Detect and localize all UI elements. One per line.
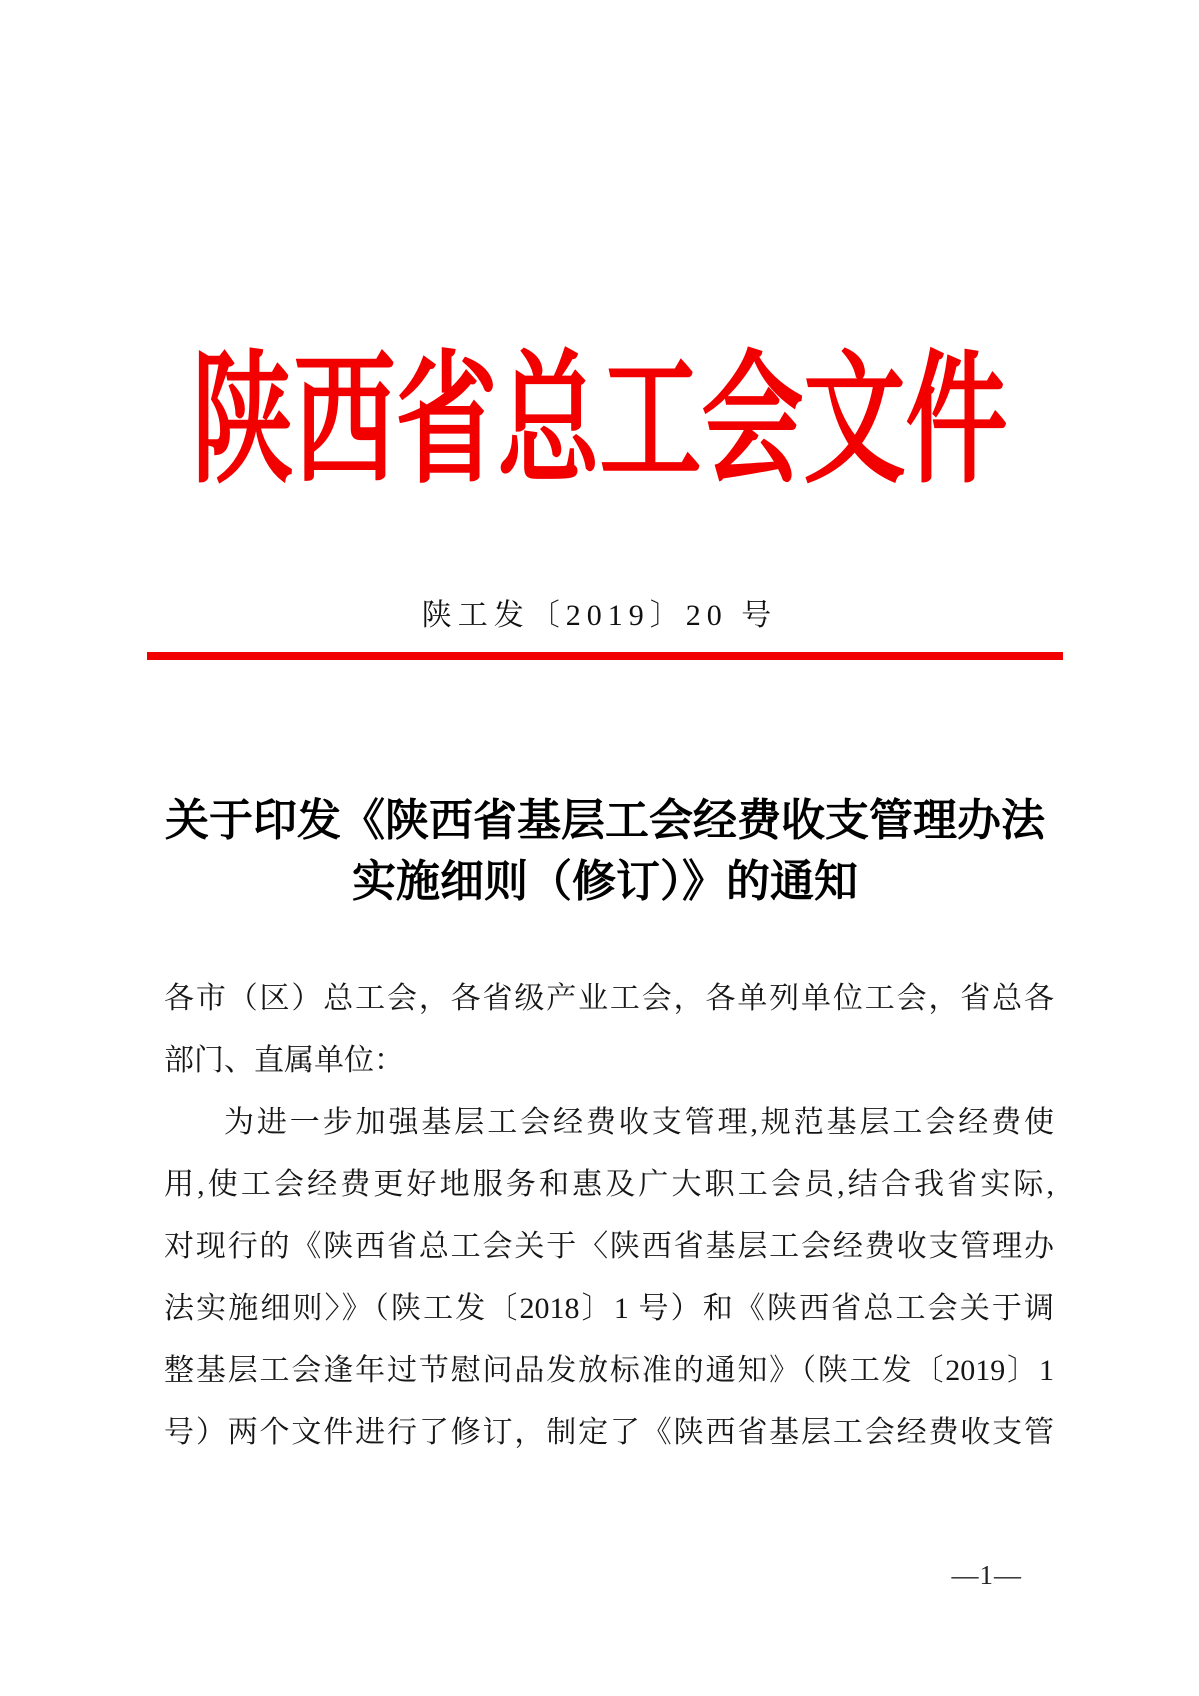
letterhead (0, 343, 1199, 502)
paragraph-line: 对现行的《陕西省总工会关于〈陕西省基层工会经费收支管理办 (164, 1230, 1054, 1263)
notice-title (147, 790, 1063, 912)
paragraph-line: 为进一步加强基层工会经费收支管理,规范基层工会经费使 (224, 1106, 1054, 1139)
notice-title-line-2: 实施细则（修订）》的通知 (352, 857, 858, 906)
paragraph-line: 法实施细则〉》（陕工发〔2018〕1 号）和《陕西省总工会关于调 (164, 1292, 1054, 1325)
red-separator-line (147, 652, 1063, 660)
page-number: —1— (951, 1560, 1022, 1590)
salutation-line: 部门、直属单位： (164, 1044, 404, 1077)
document-number: 陕工发〔2019〕20 号 (421, 599, 778, 632)
notice-body (164, 968, 1054, 1464)
paragraph-line: 整基层工会逢年过节慰问品发放标准的通知》（陕工发〔2019〕1 (164, 1354, 1054, 1387)
paragraph-line: 用,使工会经费更好地服务和惠及广大职工会员,结合我省实际, (164, 1168, 1054, 1201)
salutation-line: 各市（区）总工会，各省级产业工会，各单列单位工会，省总各 (164, 982, 1054, 1015)
agency-title: 陕西省总工会文件 (191, 343, 1008, 502)
notice-title-line-1: 关于印发《陕西省基层工会经费收支管理办法 (165, 796, 1045, 845)
paragraph-line: 号）两个文件进行了修订，制定了《陕西省基层工会经费收支管 (164, 1416, 1054, 1449)
